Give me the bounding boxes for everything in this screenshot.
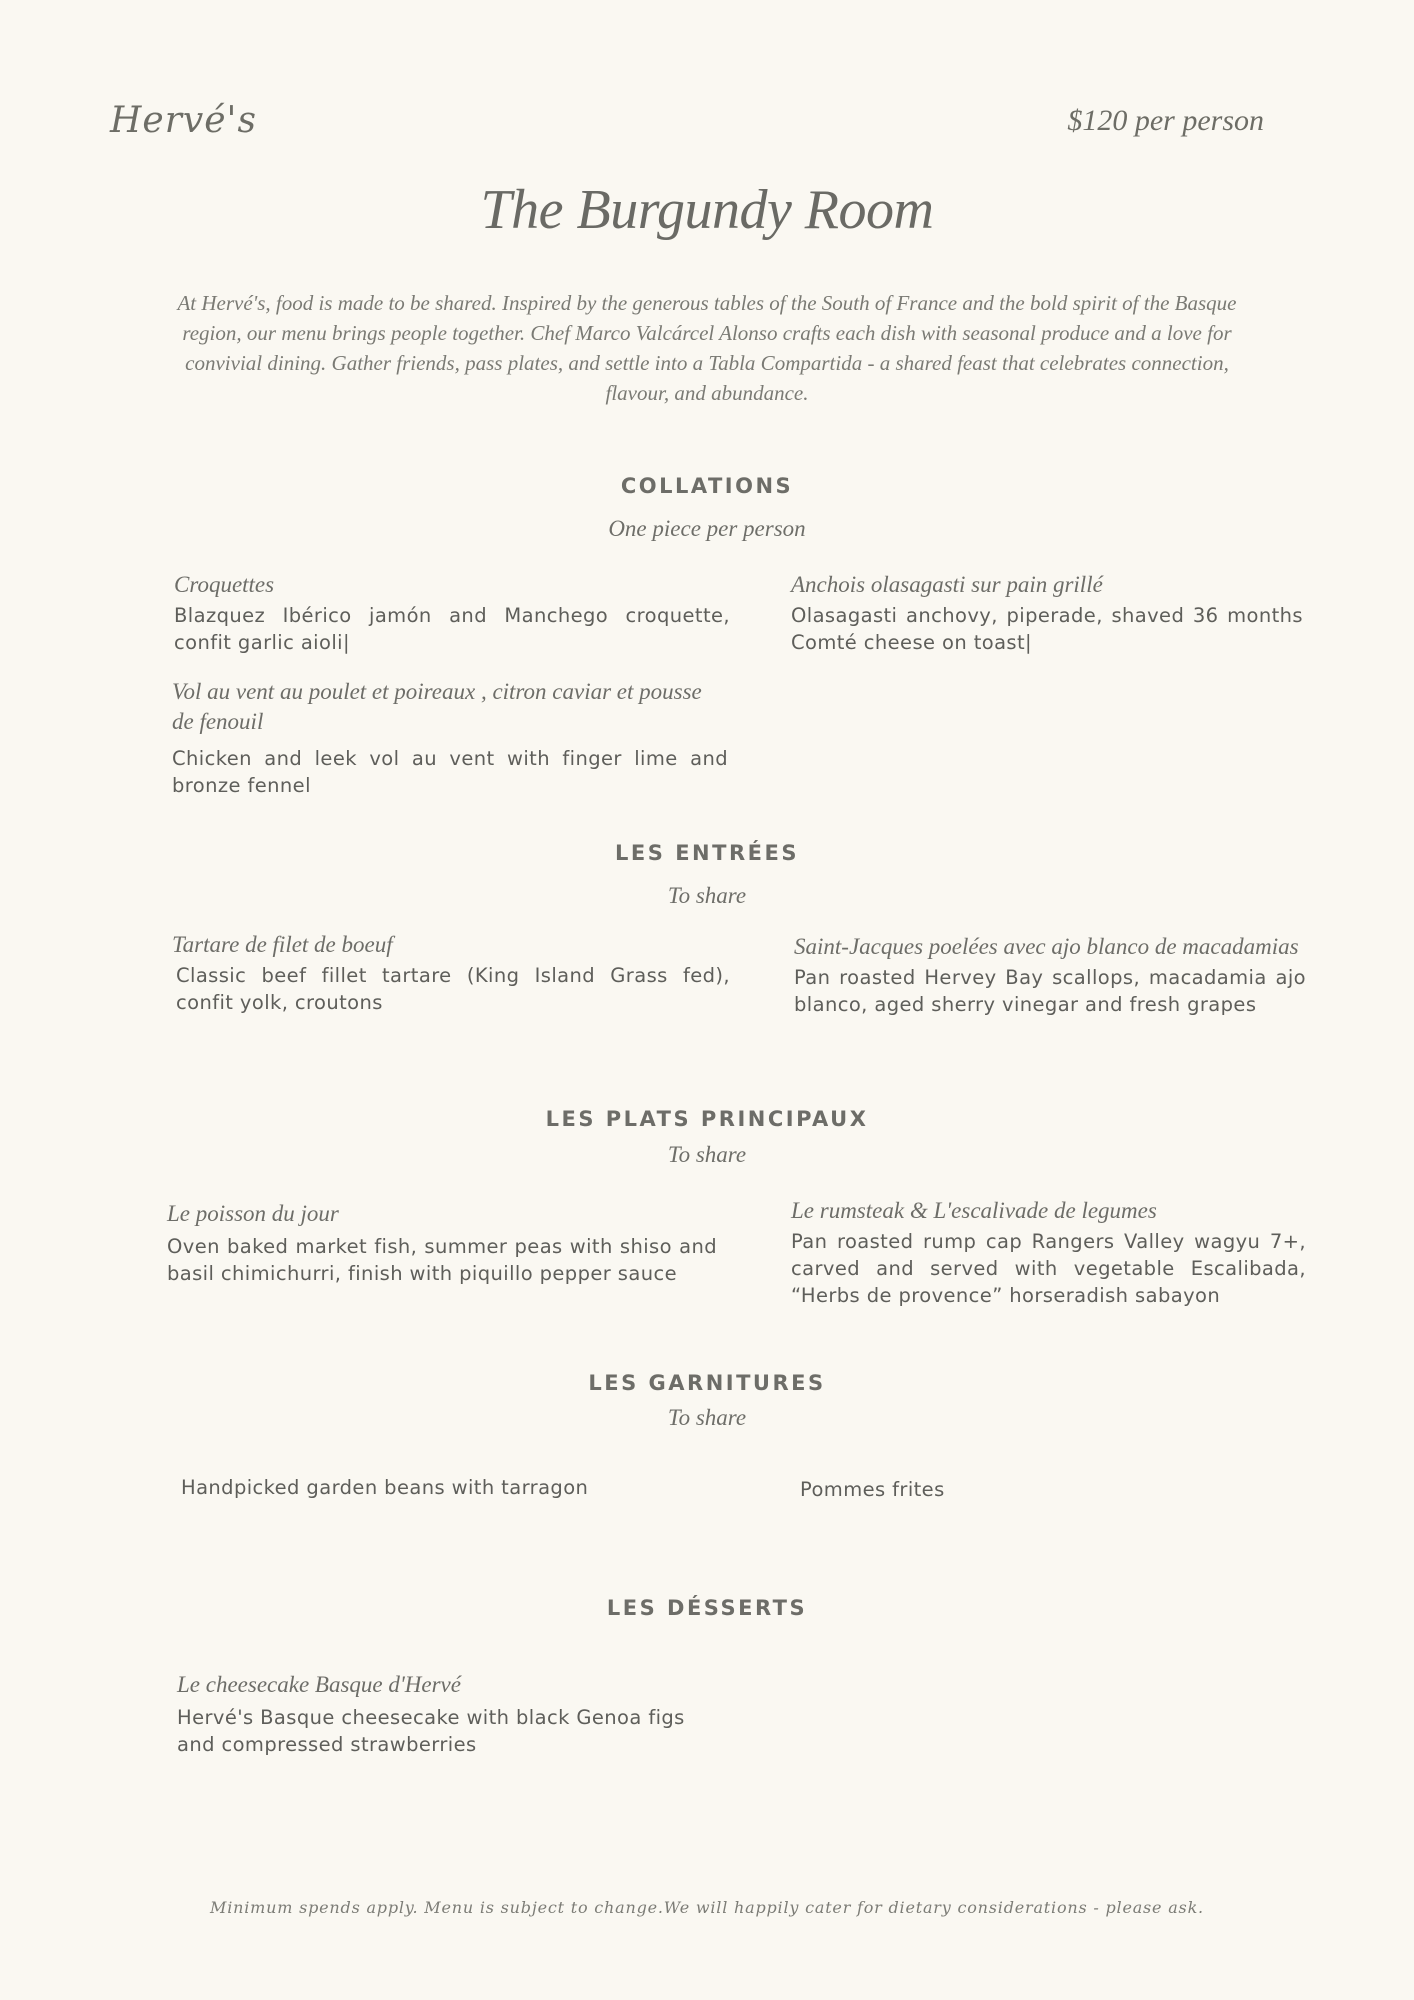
item-description: Classic beef fillet tartare (King Island Grass fed), confit yolk, croutons [176,964,730,1014]
item-description: Blazquez Ibérico jamón and Manchego croquette, confit garlic aioli| [174,604,730,654]
side-dish-beans: Handpicked garden beans with tarragon [181,1476,589,1499]
item-description: Hervé's Basque cheesecake with black Genoa figs and compressed strawberries [177,1706,685,1756]
menu-item-vol-au-vent [172,677,728,799]
menu-item-cheesecake [177,1670,717,1758]
item-name: Le rumsteak & L'escalivade de legumes [791,1198,1157,1223]
footer-note: Minimum spends apply. Menu is subject to change.We will happily cater for dietary considerations - please ask. [210,1898,1204,1917]
section-title-collations: COLLATIONS [620,474,794,498]
item-description: Olasagasti anchovy, piperade, shaved 36 months Comté cheese on toast| [791,604,1303,654]
item-description: Pan roasted rump cap Rangers Valley wagyu 7+, carved and served with vegetable Escalibada, “Herbs de provence” horseradish sabayon [791,1230,1306,1307]
menu-item-anchois [791,570,1303,656]
side-dish-pommes-frites: Pommes frites [800,1478,945,1501]
menu-item-saint-jacques [794,932,1306,1018]
section-subtitle-plats: To share [667,1142,747,1167]
menu-item-croquettes [174,570,730,656]
item-name: Vol au vent au poulet et poireaux , citron caviar et pousse de fenouil [172,679,702,734]
section-subtitle-entrees: To share [667,883,747,908]
menu-item-rumsteak [791,1196,1306,1309]
item-description: Pan roasted Hervey Bay scallops, macadamia ajo blanco, aged sherry vinegar and fresh grapes [794,966,1306,1016]
intro-paragraph: At Hervé's, food is made to be shared. Inspired by the generous tables of the South of France and the bold spirit of the Basque region, our menu brings people together. Chef Marco Valcárcel Alonso crafts each dish with seasonal produce and a love for convivial dining. Gather friends, pass plates, and settle into a Tabla Compartida - a shared feast that celebrates connection, flavour, and abundance. [177,291,1237,405]
item-name: Saint-Jacques poelées avec ajo blanco de macadamias [794,934,1299,959]
restaurant-logo: Hervé's [110,100,257,141]
item-name: Le cheesecake Basque d'Hervé [177,1672,461,1697]
menu-item-poisson [167,1199,717,1287]
section-title-garnitures: LES GARNITURES [588,1371,826,1395]
section-subtitle-collations: One piece per person [608,516,806,541]
item-description: Chicken and leek vol au vent with finger lime and bronze fennel [172,747,728,797]
menu-item-tartare [172,930,730,1016]
section-title-desserts: LES DÉSSERTS [606,1596,808,1620]
section-subtitle-garnitures: To share [667,1405,747,1430]
item-name: Anchois olasagasti sur pain grillé [791,572,1103,597]
page-title: The Burgundy Room [480,179,934,241]
item-name: Croquettes [174,572,275,597]
price-per-person: $120 per person [1067,104,1264,137]
item-name: Le poisson du jour [167,1201,339,1226]
section-title-plats: LES PLATS PRINCIPAUX [545,1107,869,1131]
item-description: Oven baked market fish, summer peas with shiso and basil chimichurri, finish with piquillo pepper sauce [167,1235,717,1285]
item-name: Tartare de filet de boeuf [172,932,393,957]
section-title-entrees: LES ENTRÉES [615,841,799,865]
